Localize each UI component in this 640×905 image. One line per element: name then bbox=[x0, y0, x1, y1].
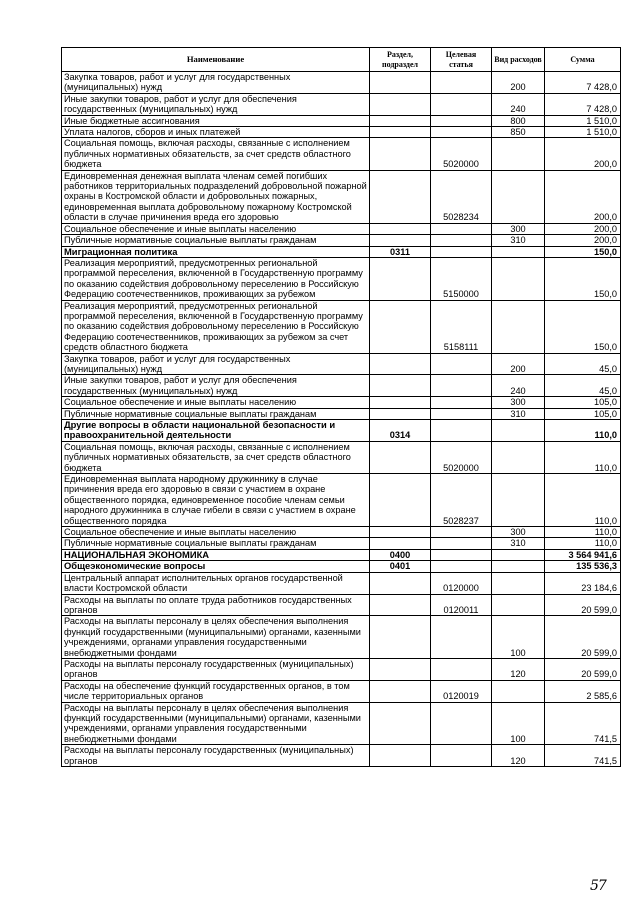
row-section bbox=[370, 702, 431, 745]
row-sum: 7 428,0 bbox=[545, 93, 621, 115]
row-sum: 200,0 bbox=[545, 235, 621, 246]
table-row bbox=[62, 420, 621, 442]
row-sum: 20 599,0 bbox=[545, 594, 621, 616]
row-sum: 200,0 bbox=[545, 223, 621, 234]
row-article: 5150000 bbox=[431, 257, 492, 300]
row-expense-type: 310 bbox=[492, 538, 545, 549]
row-name: Социальная помощь, включая расходы, связанные с исполнением публичных нормативных обязательств, за счет средств областного бюджета bbox=[62, 138, 370, 170]
row-sum: 23 184,6 bbox=[545, 572, 621, 594]
row-expense-type bbox=[492, 561, 545, 572]
row-article bbox=[431, 397, 492, 408]
table-row bbox=[62, 72, 621, 94]
row-name: Расходы на обеспечение функций государственных органов, в том числе территориальных органов bbox=[62, 680, 370, 702]
row-section bbox=[370, 375, 431, 397]
table-row bbox=[62, 538, 621, 549]
row-section bbox=[370, 680, 431, 702]
row-expense-type: 100 bbox=[492, 616, 545, 659]
row-section bbox=[370, 257, 431, 300]
row-sum: 2 585,6 bbox=[545, 680, 621, 702]
row-article: 5020000 bbox=[431, 138, 492, 170]
row-expense-type bbox=[492, 170, 545, 223]
row-section: 0314 bbox=[370, 420, 431, 442]
table-row bbox=[62, 353, 621, 375]
row-name: Расходы на выплаты персоналу государственных (муниципальных) органов bbox=[62, 745, 370, 767]
header-section: Раздел, подраздел bbox=[370, 48, 431, 72]
row-expense-type bbox=[492, 572, 545, 594]
row-sum: 20 599,0 bbox=[545, 616, 621, 659]
row-name: Закупка товаров, работ и услуг для государственных (муниципальных) нужд bbox=[62, 353, 370, 375]
row-name: Закупка товаров, работ и услуг для государственных (муниципальных) нужд bbox=[62, 72, 370, 94]
row-section bbox=[370, 223, 431, 234]
table-row bbox=[62, 616, 621, 659]
row-sum: 45,0 bbox=[545, 353, 621, 375]
row-sum: 200,0 bbox=[545, 138, 621, 170]
row-article bbox=[431, 561, 492, 572]
row-sum: 105,0 bbox=[545, 408, 621, 419]
row-name: Публичные нормативные социальные выплаты гражданам bbox=[62, 235, 370, 246]
row-expense-type bbox=[492, 138, 545, 170]
table-row bbox=[62, 257, 621, 300]
row-expense-type: 200 bbox=[492, 72, 545, 94]
row-article bbox=[431, 527, 492, 538]
row-sum: 20 599,0 bbox=[545, 658, 621, 680]
row-article bbox=[431, 745, 492, 767]
row-sum: 3 564 941,6 bbox=[545, 549, 621, 560]
row-sum: 110,0 bbox=[545, 527, 621, 538]
row-section bbox=[370, 93, 431, 115]
row-section bbox=[370, 115, 431, 126]
row-name: Расходы на выплаты по оплате труда работников государственных органов bbox=[62, 594, 370, 616]
row-article: 0120011 bbox=[431, 594, 492, 616]
budget-table bbox=[61, 47, 621, 767]
row-article: 5028237 bbox=[431, 474, 492, 527]
row-article bbox=[431, 115, 492, 126]
table-row bbox=[62, 170, 621, 223]
row-section bbox=[370, 441, 431, 473]
row-name: Другие вопросы в области национальной безопасности и правоохранительной деятельности bbox=[62, 420, 370, 442]
table-row bbox=[62, 572, 621, 594]
table-row bbox=[62, 549, 621, 560]
row-article: 5158111 bbox=[431, 300, 492, 353]
row-expense-type bbox=[492, 594, 545, 616]
table-row bbox=[62, 441, 621, 473]
row-article bbox=[431, 538, 492, 549]
row-article bbox=[431, 246, 492, 257]
row-sum: 110,0 bbox=[545, 420, 621, 442]
row-article: 5028234 bbox=[431, 170, 492, 223]
row-sum: 200,0 bbox=[545, 170, 621, 223]
row-article bbox=[431, 235, 492, 246]
table-row bbox=[62, 375, 621, 397]
row-expense-type bbox=[492, 420, 545, 442]
row-sum: 150,0 bbox=[545, 257, 621, 300]
header-sum: Сумма bbox=[545, 48, 621, 72]
row-section bbox=[370, 745, 431, 767]
row-section: 0311 bbox=[370, 246, 431, 257]
row-section bbox=[370, 170, 431, 223]
row-section: 0400 bbox=[370, 549, 431, 560]
row-article bbox=[431, 353, 492, 375]
row-section bbox=[370, 408, 431, 419]
table-row bbox=[62, 474, 621, 527]
header-article: Целевая статья bbox=[431, 48, 492, 72]
row-name: Реализация мероприятий, предусмотренных региональной программой переселения, включенной в Государственную программу по оказанию содействия добровольному переселению в Российскую Федерацию соотечественников, проживающих за рубежом bbox=[62, 257, 370, 300]
row-sum: 105,0 bbox=[545, 397, 621, 408]
row-name: Иные закупки товаров, работ и услуг для обеспечения государственных (муниципальных) нужд bbox=[62, 93, 370, 115]
row-article: 0120000 bbox=[431, 572, 492, 594]
table-row bbox=[62, 223, 621, 234]
row-expense-type: 100 bbox=[492, 702, 545, 745]
row-name: Миграционная политика bbox=[62, 246, 370, 257]
row-article bbox=[431, 702, 492, 745]
row-section bbox=[370, 658, 431, 680]
row-section bbox=[370, 138, 431, 170]
row-article bbox=[431, 408, 492, 419]
row-name: Расходы на выплаты персоналу в целях обеспечения выполнения функций государственными (муниципальными) органами, казенными учреждениями, органами управления государственными внебюджетными фондами bbox=[62, 616, 370, 659]
row-sum: 1 510,0 bbox=[545, 127, 621, 138]
table-row bbox=[62, 397, 621, 408]
table-row bbox=[62, 658, 621, 680]
row-expense-type bbox=[492, 680, 545, 702]
table-row bbox=[62, 235, 621, 246]
row-expense-type bbox=[492, 257, 545, 300]
row-expense-type: 200 bbox=[492, 353, 545, 375]
row-name: Социальное обеспечение и иные выплаты населению bbox=[62, 397, 370, 408]
header-expense-type: Вид расходов bbox=[492, 48, 545, 72]
row-section bbox=[370, 72, 431, 94]
row-article: 0120019 bbox=[431, 680, 492, 702]
row-sum: 135 536,3 bbox=[545, 561, 621, 572]
row-name: Социальное обеспечение и иные выплаты населению bbox=[62, 527, 370, 538]
row-sum: 1 510,0 bbox=[545, 115, 621, 126]
row-article bbox=[431, 658, 492, 680]
budget-table-sheet bbox=[61, 47, 620, 767]
row-expense-type bbox=[492, 549, 545, 560]
row-section bbox=[370, 235, 431, 246]
row-name: Центральный аппарат исполнительных органов государственной власти Костромской области bbox=[62, 572, 370, 594]
row-expense-type: 800 bbox=[492, 115, 545, 126]
table-row bbox=[62, 702, 621, 745]
row-expense-type bbox=[492, 246, 545, 257]
table-header-row bbox=[62, 48, 621, 72]
row-section bbox=[370, 538, 431, 549]
row-sum: 150,0 bbox=[545, 246, 621, 257]
row-name: Расходы на выплаты персоналу в целях обеспечения выполнения функций государственными (муниципальными) органами, казенными учреждениями, органами управления государственными внебюджетными фондами bbox=[62, 702, 370, 745]
table-row bbox=[62, 561, 621, 572]
row-name: Единовременная выплата народному дружиннику в случае причинения вреда его здоровью в связи с участием в охране общественного порядка, единовременное пособие членам семьи народного дружинника в случае гибели в связи с участием в охране общественного порядка bbox=[62, 474, 370, 527]
row-expense-type: 300 bbox=[492, 527, 545, 538]
row-expense-type: 310 bbox=[492, 235, 545, 246]
row-name: НАЦИОНАЛЬНАЯ ЭКОНОМИКА bbox=[62, 549, 370, 560]
row-section bbox=[370, 616, 431, 659]
row-article bbox=[431, 93, 492, 115]
row-name: Уплата налогов, сборов и иных платежей bbox=[62, 127, 370, 138]
table-row bbox=[62, 246, 621, 257]
row-expense-type: 120 bbox=[492, 745, 545, 767]
row-article bbox=[431, 375, 492, 397]
row-name: Общеэкономические вопросы bbox=[62, 561, 370, 572]
row-expense-type: 850 bbox=[492, 127, 545, 138]
row-expense-type bbox=[492, 474, 545, 527]
row-name: Публичные нормативные социальные выплаты гражданам bbox=[62, 538, 370, 549]
row-section bbox=[370, 353, 431, 375]
table-row bbox=[62, 594, 621, 616]
row-name: Социальная помощь, включая расходы, связанные с исполнением публичных нормативных обязательств, за счет средств областного бюджета bbox=[62, 441, 370, 473]
row-expense-type: 310 bbox=[492, 408, 545, 419]
table-row bbox=[62, 680, 621, 702]
table-row bbox=[62, 93, 621, 115]
row-article bbox=[431, 549, 492, 560]
row-article bbox=[431, 223, 492, 234]
row-name: Расходы на выплаты персоналу государственных (муниципальных) органов bbox=[62, 658, 370, 680]
row-sum: 741,5 bbox=[545, 702, 621, 745]
row-section: 0401 bbox=[370, 561, 431, 572]
row-expense-type: 240 bbox=[492, 93, 545, 115]
row-sum: 110,0 bbox=[545, 441, 621, 473]
row-sum: 110,0 bbox=[545, 474, 621, 527]
row-section bbox=[370, 474, 431, 527]
table-row bbox=[62, 527, 621, 538]
row-section bbox=[370, 127, 431, 138]
row-expense-type: 120 bbox=[492, 658, 545, 680]
table-row bbox=[62, 138, 621, 170]
table-row bbox=[62, 300, 621, 353]
row-sum: 7 428,0 bbox=[545, 72, 621, 94]
row-expense-type: 300 bbox=[492, 223, 545, 234]
row-expense-type bbox=[492, 300, 545, 353]
header-name: Наименование bbox=[62, 48, 370, 72]
table-row bbox=[62, 408, 621, 419]
row-article bbox=[431, 616, 492, 659]
row-name: Иные бюджетные ассигнования bbox=[62, 115, 370, 126]
row-section bbox=[370, 594, 431, 616]
row-article bbox=[431, 127, 492, 138]
table-row bbox=[62, 745, 621, 767]
row-sum: 110,0 bbox=[545, 538, 621, 549]
row-sum: 45,0 bbox=[545, 375, 621, 397]
table-row bbox=[62, 115, 621, 126]
row-name: Публичные нормативные социальные выплаты гражданам bbox=[62, 408, 370, 419]
page-number: 57 bbox=[590, 878, 606, 894]
row-name: Единовременная денежная выплата членам семей погибших работников территориальных подразделений добровольной пожарной охраны в Костромской области и добровольных пожарных, единовременная выплата добровольному пожарному Костромской области в случае причинения вреда его здоровью bbox=[62, 170, 370, 223]
row-article bbox=[431, 72, 492, 94]
row-section bbox=[370, 397, 431, 408]
row-sum: 741,5 bbox=[545, 745, 621, 767]
row-sum: 150,0 bbox=[545, 300, 621, 353]
row-expense-type: 240 bbox=[492, 375, 545, 397]
row-section bbox=[370, 572, 431, 594]
row-article bbox=[431, 420, 492, 442]
row-name: Социальное обеспечение и иные выплаты населению bbox=[62, 223, 370, 234]
row-section bbox=[370, 300, 431, 353]
row-name: Иные закупки товаров, работ и услуг для обеспечения государственных (муниципальных) нужд bbox=[62, 375, 370, 397]
row-expense-type bbox=[492, 441, 545, 473]
row-section bbox=[370, 527, 431, 538]
table-row bbox=[62, 127, 621, 138]
row-article: 5020000 bbox=[431, 441, 492, 473]
row-expense-type: 300 bbox=[492, 397, 545, 408]
row-name: Реализация мероприятий, предусмотренных региональной программой переселения, включенной в Государственную программу по оказанию содействия добровольному переселению в Российскую Федерацию соотечественников, проживающих за рубежом за счет средств областного бюджета bbox=[62, 300, 370, 353]
